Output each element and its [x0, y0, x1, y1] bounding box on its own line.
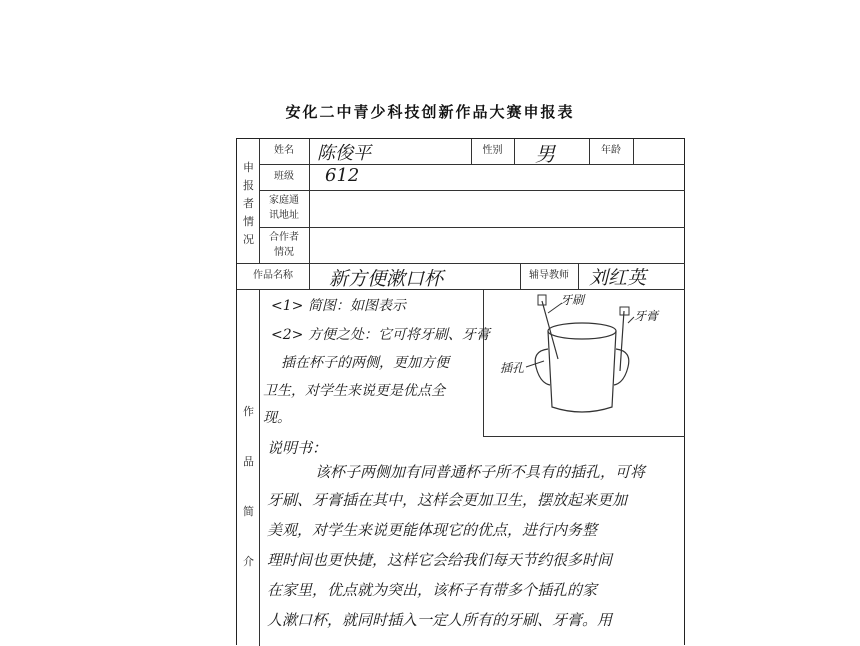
partner-label: 情况	[274, 247, 294, 258]
row-divider	[259, 227, 685, 228]
gender-label: 性别	[482, 145, 503, 156]
applicant-label-char: 报	[243, 179, 254, 192]
intro-line: 卫生，对学生来说更是优点全	[263, 383, 445, 399]
col-divider	[309, 263, 310, 289]
address-label: 讯地址	[269, 210, 299, 221]
name-label: 姓名	[274, 145, 294, 156]
applicant-label-char: 者	[243, 197, 254, 210]
sketch-label-toothpaste: 牙膏	[634, 309, 659, 323]
intro-line: 在家里，优点就为突出，该杯子有带多个插孔的家	[267, 581, 598, 599]
work-name-value: 新方便漱口杯	[329, 268, 444, 290]
work-name-label: 作品名称	[253, 270, 293, 281]
name-value: 陈俊平	[317, 143, 371, 164]
intro-line: <2> 方便之处：它可将牙刷、牙膏	[271, 327, 490, 343]
intro-label-char: 简	[243, 505, 254, 518]
col-divider	[578, 263, 579, 289]
cup-sketch	[483, 289, 685, 437]
intro-line: <1> 简图：如图表示	[271, 298, 406, 314]
intro-line: 人漱口杯，就同时插入一定人所有的牙刷、牙膏。用	[267, 611, 613, 629]
age-label: 年龄	[601, 145, 621, 156]
col-divider	[514, 139, 515, 164]
intro-line: 牙刷、牙膏插在其中，这样会更加卫生，摆放起来更加	[267, 491, 628, 509]
class-label: 班级	[274, 171, 294, 182]
intro-line: 理时间也更快捷，这样它会给我们每天节约很多时间	[267, 551, 613, 569]
class-value: 612	[325, 165, 360, 186]
applicant-label-char: 申	[243, 161, 254, 174]
intro-line: 该杯子两侧加有同普通杯子所不具有的插孔，可将	[315, 463, 646, 481]
intro-line: 说明书：	[267, 439, 328, 457]
intro-label-char: 介	[243, 555, 254, 568]
sketch-label-toothbrush: 牙刷	[560, 293, 585, 307]
sketch-label-hole: 插孔	[500, 361, 525, 375]
row-divider	[259, 190, 685, 191]
col-divider	[259, 289, 260, 646]
col-divider	[309, 139, 310, 263]
intro-line: 插在杯子的两侧，更加方便	[281, 355, 449, 371]
intro-label-char: 品	[243, 455, 254, 468]
intro-line: 美观，对学生来说更能体现它的优点，进行内务整	[267, 521, 598, 539]
teacher-value: 刘红英	[589, 267, 647, 289]
address-label: 家庭通	[269, 195, 299, 206]
gender-value: 男	[535, 142, 555, 166]
partner-label: 合作者	[269, 232, 299, 243]
teacher-label: 辅导教师	[529, 270, 569, 281]
form-title: 安化二中青少科技创新作品大赛申报表	[285, 103, 575, 121]
intro-line: 现。	[263, 410, 291, 426]
application-form	[236, 138, 685, 645]
col-divider	[633, 139, 634, 164]
applicant-label-char: 情	[243, 215, 254, 228]
applicant-label-char: 况	[243, 233, 254, 246]
intro-label-char: 作	[243, 405, 254, 418]
